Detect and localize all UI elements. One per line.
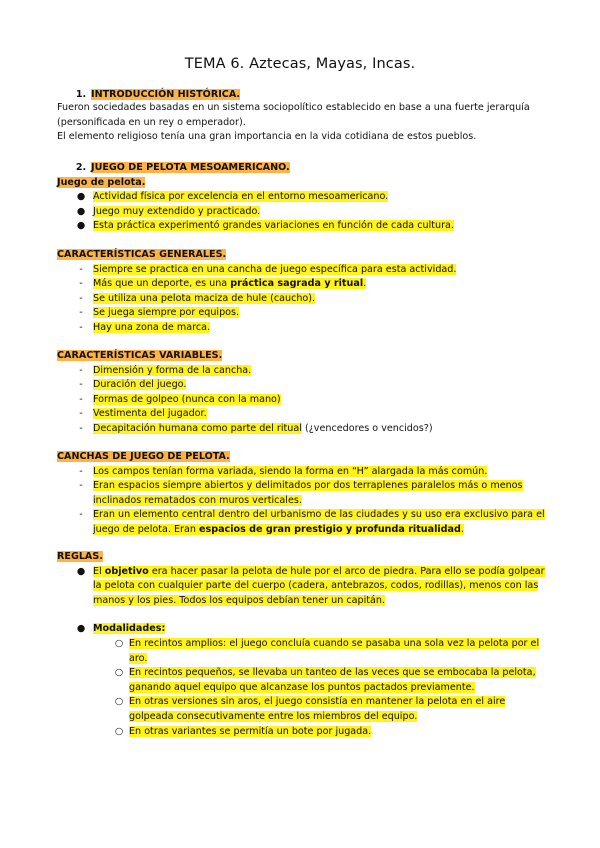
circle-icon: ○: [114, 637, 124, 649]
list-item: [57, 292, 547, 307]
list-item: [57, 306, 547, 321]
item-text: El: [93, 565, 105, 577]
item-text: Esta práctica experimentó grandes variaciones en función de cada cultura.: [93, 220, 454, 232]
item-text: Duración del juego.: [93, 379, 187, 391]
sub-item: [57, 637, 547, 666]
item-text: Decapitación humana como parte del ritual: [93, 422, 302, 434]
list-item: [57, 277, 547, 292]
item-bold: espacios de gran prestigio y profunda ritualidad: [198, 523, 461, 535]
bullet-icon: ●: [76, 565, 86, 577]
item-text: En recintos pequeños, se llevaba un tanteo de las veces que se embocaba la pelota, ganando aquel equipo que alcanzase los puntos pactados previamente.: [129, 667, 536, 693]
item-text: Siempre se practica en una cancha de juego específica para esta actividad.: [93, 263, 457, 275]
bullet-icon: ●: [76, 205, 86, 217]
section-canchas: [57, 450, 547, 538]
item-text: En otras variantes se permitía un bote por jugada.: [129, 725, 372, 737]
sub-item: [57, 695, 547, 724]
heading-text: INTRODUCCIÓN HISTÓRICA.: [91, 89, 241, 100]
item-text: En recintos amplios: el juego concluía cuando se pasaba una sola vez la pelota por el aro.: [129, 637, 540, 664]
section-variables: [57, 349, 547, 437]
dash-icon: -: [79, 364, 83, 376]
item-text: Hay una zona de marca.: [93, 321, 211, 333]
dash-icon: -: [79, 408, 83, 420]
item-text: Los campos tenían forma variada, siendo la forma en “H” alargada la más común.: [93, 465, 488, 477]
list-item: [57, 205, 547, 220]
list-item: [57, 321, 547, 336]
intro-text: [57, 101, 552, 145]
list-item: [57, 465, 547, 480]
dash-icon: -: [79, 480, 83, 492]
item-text: Vestimenta del jugador.: [93, 408, 207, 420]
dash-icon: -: [79, 509, 83, 521]
list-item: [57, 393, 547, 408]
item-bold: Modalidades: [93, 623, 162, 635]
bullet-icon: ●: [76, 623, 86, 635]
circle-icon: ○: [114, 725, 124, 737]
subheading: REGLAS.: [57, 551, 103, 562]
subheading: CARACTERÍSTICAS VARIABLES.: [57, 350, 223, 361]
bullet-icon: ●: [76, 220, 86, 232]
dash-icon: -: [79, 292, 83, 304]
dash-icon: -: [79, 465, 83, 477]
paragraph: Fueron sociedades basadas en un sistema sociopolítico establecido en base a una fuerte jerarquía (personificada en un rey o emperador).: [57, 102, 530, 128]
item-bold: práctica sagrada y ritual: [230, 278, 364, 290]
section-juego: [57, 161, 547, 234]
item-text: era hacer pasar la pelota de hule por el arco de piedra. Para ello se podía golpear la pelota con cualquier parte del cuerpo (cadera, antebrazos, codos, rodillas), menos con las manos y los pies. Todos los equipos debían tener un capitán.: [93, 565, 545, 606]
subheading: Juego de pelota.: [57, 176, 146, 188]
bullet-icon: ●: [76, 191, 86, 203]
item-text: En otras versiones sin aros, el juego consistía en mantener la pelota en el aire golpeada consecutivamente entre los miembros del equipo.: [129, 696, 506, 722]
list-item: [57, 422, 547, 437]
list-item: [57, 508, 547, 537]
item-text: Eran un elemento central dentro del urbanismo de las ciudades y su uso era exclusivo para el juego de pelota. Eran: [93, 509, 545, 535]
item-text: Formas de golpeo (nunca con la mano): [93, 393, 281, 405]
list-item: ● Modalidades:: [57, 622, 547, 637]
page-title: TEMA 6. Aztecas, Mayas, Incas.: [184, 56, 416, 72]
dash-icon: -: [79, 278, 83, 290]
item-text: Dimensión y forma de la cancha.: [93, 364, 252, 376]
paragraph: El elemento religioso tenía una gran importancia en la vida cotidiana de estos pueblos.: [57, 131, 477, 143]
item-text: Más que un deporte, es una: [93, 278, 231, 290]
item-text: Eran espacios siempre abiertos y delimitados por dos terraplenes paralelos más o menos inclinados rematados con muros verticales.: [93, 480, 523, 506]
circle-icon: ○: [114, 696, 124, 708]
section-reglas: [57, 550, 547, 739]
list-item: [57, 479, 547, 508]
section-generales: [57, 248, 547, 336]
section-number: 2.: [75, 162, 87, 173]
dash-icon: -: [79, 422, 83, 434]
list-item: [57, 219, 547, 234]
item-text: Se utiliza una pelota maciza de hule (caucho).: [93, 292, 316, 304]
item-text: (¿vencedores o vencidos?): [301, 422, 433, 434]
section-heading: [57, 161, 547, 176]
sub-item: [57, 666, 547, 695]
list-item: [57, 190, 547, 205]
dash-icon: -: [79, 393, 83, 405]
list-item: [57, 378, 547, 393]
sub-item: [57, 725, 547, 740]
section-number: 1.: [75, 89, 87, 100]
list-item: [57, 364, 547, 379]
heading-text: JUEGO DE PELOTA MESOAMERICANO.: [91, 162, 290, 173]
item-text: .: [460, 523, 464, 535]
dash-icon: -: [79, 379, 83, 391]
dash-icon: -: [79, 263, 83, 275]
circle-icon: ○: [114, 667, 124, 679]
list-item: [57, 263, 547, 278]
item-text: Actividad física por excelencia en el entorno mesoamericano.: [93, 191, 389, 203]
list-item: [57, 407, 547, 422]
subheading: CANCHAS DE JUEGO DE PELOTA.: [57, 451, 230, 462]
subheading: CARACTERÍSTICAS GENERALES.: [57, 249, 227, 260]
item-text: .: [363, 278, 367, 290]
item-text: Juego muy extendido y practicado.: [93, 205, 261, 217]
dash-icon: -: [79, 321, 83, 333]
item-text: Se juega siempre por equipos.: [93, 307, 240, 319]
list-item: [57, 565, 547, 609]
item-bold: objetivo: [104, 565, 149, 577]
dash-icon: -: [79, 307, 83, 319]
